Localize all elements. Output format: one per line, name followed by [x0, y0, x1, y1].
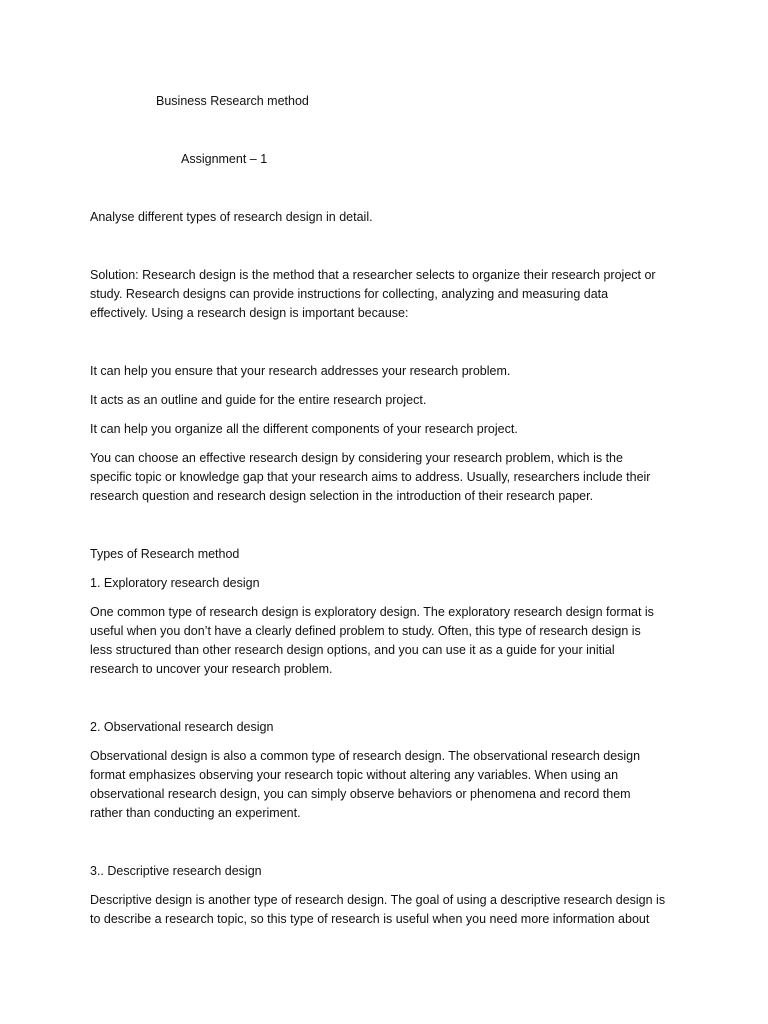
section-3-paragraph — [90, 891, 680, 929]
assignment-title: Assignment – 1 — [181, 152, 268, 166]
paragraph-line: specific topic or knowledge gap that your research aims to address. Usually, researchers include their — [90, 470, 651, 484]
paragraph-line: format emphasizes observing your research topic without altering any variables. When using an — [90, 768, 619, 782]
types-heading: Types of Research method — [90, 547, 240, 561]
paragraph-line: useful when you don’t have a clearly defined problem to study. Often, this type of research design is — [90, 624, 641, 638]
paragraph-line: One common type of research design is exploratory design. The exploratory research design format is — [90, 605, 654, 619]
section-1-heading: 1. Exploratory research design — [90, 576, 260, 590]
paragraph-line: less structured than other research design options, and you can use it as a guide for your initial — [90, 643, 615, 657]
question-text: Analyse different types of research design in detail. — [90, 210, 373, 224]
paragraph-line: study. Research designs can provide instructions for collecting, analyzing and measuring data — [90, 287, 609, 301]
paragraph-line: effectively. Using a research design is important because: — [90, 306, 409, 320]
solution-paragraph — [90, 266, 680, 323]
point-3: It can help you organize all the different components of your research project. — [90, 422, 518, 436]
point-1: It can help you ensure that your research addresses your research problem. — [90, 364, 511, 378]
paragraph-line: Solution: Research design is the method that a researcher selects to organize their research project or — [90, 268, 656, 282]
course-title: Business Research method — [156, 94, 309, 108]
section-2-paragraph — [90, 747, 680, 823]
paragraph-line: research question and research design selection in the introduction of their research paper. — [90, 489, 594, 503]
paragraph-line: You can choose an effective research design by considering your research problem, which is the — [90, 451, 623, 465]
point-2: It acts as an outline and guide for the entire research project. — [90, 393, 427, 407]
paragraph-line: observational research design, you can simply observe behaviors or phenomena and record them — [90, 787, 631, 801]
paragraph-line: to describe a research topic, so this type of research is useful when you need more information about — [90, 912, 650, 926]
paragraph-line: rather than conducting an experiment. — [90, 806, 301, 820]
paragraph-line: Observational design is also a common type of research design. The observational research design — [90, 749, 641, 763]
choose-design-paragraph — [90, 449, 680, 506]
paragraph-line: research to uncover your research problem. — [90, 662, 333, 676]
section-1-paragraph — [90, 603, 680, 679]
section-2-heading: 2. Observational research design — [90, 720, 274, 734]
paragraph-line: Descriptive design is another type of research design. The goal of using a descriptive research design is — [90, 893, 666, 907]
section-3-heading: 3.. Descriptive research design — [90, 864, 262, 878]
